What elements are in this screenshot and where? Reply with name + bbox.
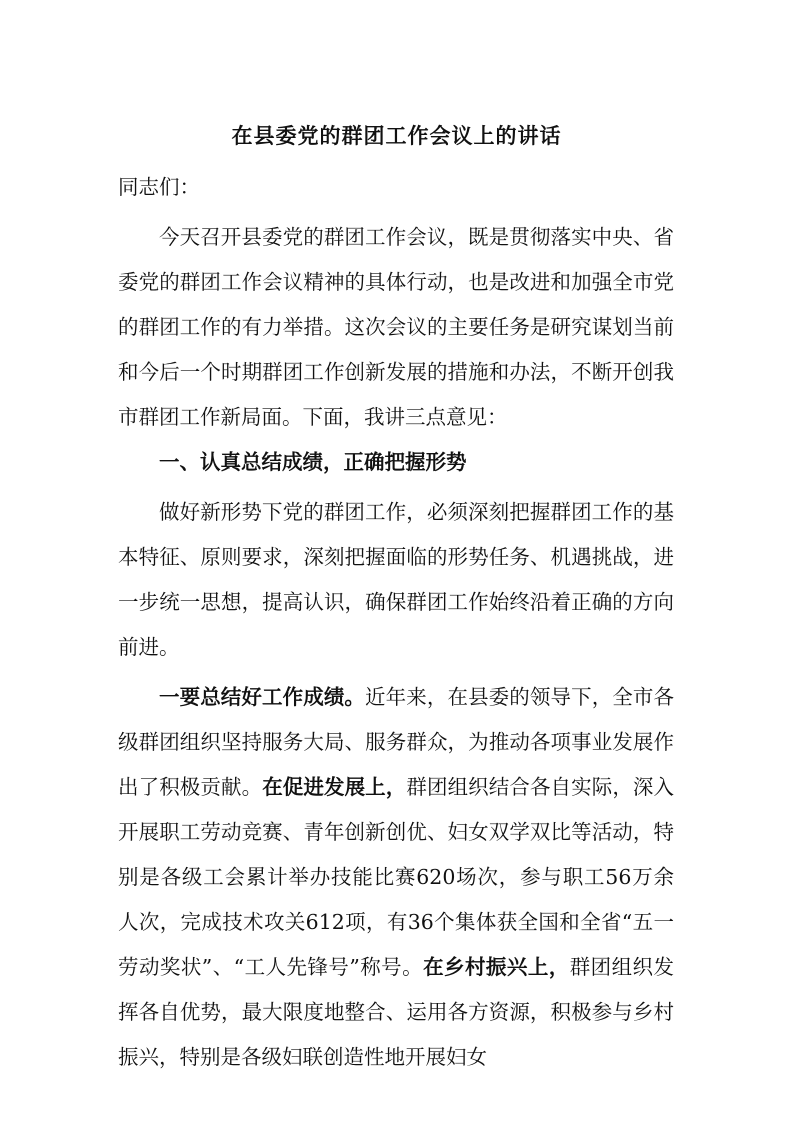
section-paragraph-1: 做好新形势下党的群团工作，必须深刻把握群团工作的基本特征、原则要求，深刻把握面临的形势任务、机遇挑战，进一步统一思想，提高认识，确保群团工作始终沿着正确的方向前进。: [118, 500, 674, 659]
intro-paragraph: 今天召开县委党的群团工作会议，既是贯彻落实中央、省委党的群团工作会议精神的具体行动，也是改进和加强全市党的群团工作的有力举措。这次会议的主要任务是研究谋划当前和今后一个时期群团工作创新发展的措施和办法，不断开创我市群团工作新局面。下面，我讲三点意见：: [118, 225, 674, 429]
paragraph-text: 群团组织结合各自实际，深入开展职工劳动竞赛、青年创新创优、妇女双学双比等活动，特别是各级工会累计举办技能比赛620场次，参与职工56万余人次，完成技术攻关612项，有36个集体获全国和全省“五一劳动奖状”、“工人先锋号”称号。: [118, 775, 675, 979]
paragraph-bold-phrase: 在促进发展上，: [262, 775, 407, 799]
document-body: [118, 165, 674, 1080]
section-paragraph-2: [118, 675, 674, 1080]
paragraph-bold-phrase: 在乡村振兴上，: [423, 955, 570, 979]
paragraph-text: 近年来，在县委的领导下，全市各级群团组织坚持服务大局、服务群众，为推动各项事业发展作出了积极贡献。: [118, 685, 675, 799]
salutation: 同志们：: [118, 175, 200, 199]
document-title: 在县委党的群团工作会议上的讲话: [231, 124, 562, 148]
paragraph-lead: 一要总结好工作成绩。: [159, 685, 366, 709]
paragraph-text: 群团组织发挥各自优势，最大限度地整合、运用各方资源，积极参与乡村振兴，特别是各级妇联创造性地开展妇女: [118, 955, 675, 1069]
section-heading: 一、认真总结成绩，正确把握形势: [159, 450, 467, 474]
